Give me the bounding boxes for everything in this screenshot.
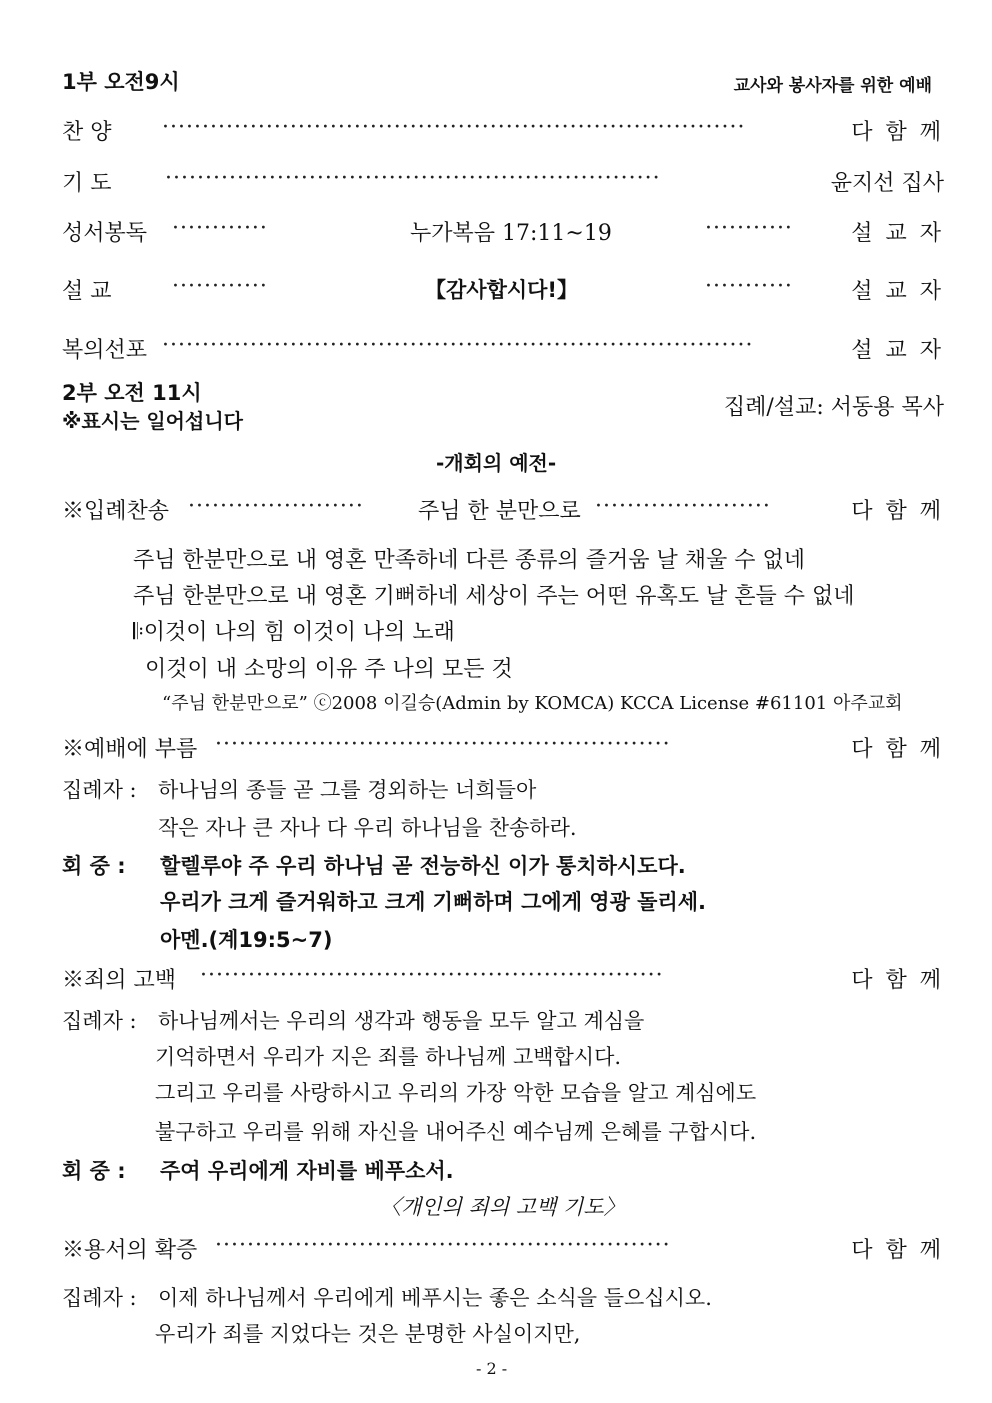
row-prayer-right: 윤지선 집사	[830, 171, 944, 196]
assur-leader-line-2: 우리가 죄를 지었다는 것은 분명한 사실이지만,	[155, 1322, 581, 1346]
assurance-dots: ·························································	[215, 1233, 671, 1258]
row-benediction-label: 복의선포	[62, 338, 148, 363]
row-benediction-right: 설 교 자	[851, 338, 944, 363]
row-sermon-label: 설 교	[62, 279, 112, 304]
call-people-line-1: 할렐루야 주 우리 하나님 곧 전능하신 이가 통치하시도다.	[160, 854, 686, 878]
entrance-hymn-title: 주님 한 분만으로	[418, 499, 581, 524]
section-heading: -개회의 예전-	[436, 451, 557, 475]
row-hymn-right: 다 함 께	[851, 120, 944, 145]
conf-leader-line-2: 기억하면서 우리가 지은 죄를 하나님께 고백합시다.	[155, 1045, 622, 1069]
row-reading-dots2: ···········	[705, 216, 793, 241]
entrance-hymn-dots2: ······················	[595, 494, 771, 519]
row-sermon-dots2: ···········	[705, 274, 793, 299]
call-dots: ·························································	[215, 732, 671, 757]
row-hymn-label: 찬 양	[62, 120, 112, 145]
part1-subtitle: 교사와 봉사자를 위한 예배	[733, 76, 932, 96]
lyric-line-2: 주님 한분만으로 내 영혼 기뻐하네 세상이 주는 어떤 유혹도 날 흔들 수 없네	[133, 584, 855, 609]
row-benediction-dots: ··········································································	[162, 333, 754, 358]
entrance-hymn-dots: ······················	[188, 494, 364, 519]
conf-people-line: 주여 우리에게 자비를 베푸소서.	[160, 1159, 454, 1183]
assur-leader-label: 집례자 :	[62, 1286, 137, 1310]
conf-leader-line-3: 그리고 우리를 사랑하시고 우리의 가장 악한 모습을 알고 계심에도	[155, 1081, 757, 1105]
row-prayer-dots: ······························································	[165, 166, 661, 191]
part2-note: ※표시는 일어섭니다	[62, 409, 243, 433]
conf-leader-label: 집례자 :	[62, 1009, 137, 1033]
part2-title: 2부 오전 11시	[62, 381, 202, 405]
lyric-credit: “주님 한분만으로” ⓒ2008 이길승(Admin by KOMCA) KCCA License #61101 아주교회	[162, 693, 903, 714]
row-sermon-dots: ············	[172, 274, 268, 299]
call-people-label: 회 중 :	[62, 854, 126, 878]
conf-leader-line-4: 불구하고 우리를 위해 자신을 내어주신 예수님께 은혜를 구합시다.	[155, 1120, 757, 1144]
row-reading-label: 성서봉독	[62, 221, 148, 246]
part2-leader: 집례/설교: 서동용 목사	[723, 395, 944, 420]
row-reading-scripture: 누가복음 17:11~19	[410, 221, 612, 246]
call-people-line-3: 아멘.(계19:5~7)	[160, 928, 333, 952]
entrance-hymn-right: 다 함 께	[851, 499, 944, 524]
call-leader-label: 집례자 :	[62, 778, 137, 802]
call-label: ※예배에 부름	[62, 737, 198, 762]
lyric-line-3: 𝄆이것이 나의 힘 이것이 나의 노래	[133, 620, 455, 645]
confession-right: 다 함 께	[851, 968, 944, 993]
row-reading-right: 설 교 자	[851, 221, 944, 246]
assurance-label: ※용서의 확증	[62, 1238, 198, 1263]
part1-title: 1부 오전9시	[62, 70, 180, 94]
call-people-line-2: 우리가 크게 즐거워하고 크게 기뻐하며 그에게 영광 돌리세.	[160, 890, 707, 914]
assurance-right: 다 함 께	[851, 1238, 944, 1263]
conf-leader-line-1: 하나님께서는 우리의 생각과 행동을 모두 알고 계심을	[158, 1009, 645, 1033]
lyric-line-4: 이것이 내 소망의 이유 주 나의 모든 것	[145, 657, 513, 682]
confession-label: ※죄의 고백	[62, 968, 177, 993]
row-sermon-title: 【감사합시다!】	[425, 278, 579, 302]
lyric-line-1: 주님 한분만으로 내 영혼 만족하네 다른 종류의 즐거움 날 채울 수 없네	[133, 548, 805, 573]
entrance-hymn-label: ※입례찬송	[62, 499, 170, 524]
row-prayer-label: 기 도	[62, 171, 112, 196]
row-hymn-dots: ·········································································	[162, 115, 746, 140]
row-sermon-right: 설 교 자	[851, 279, 944, 304]
page-number: - 2 -	[476, 1359, 508, 1378]
confession-dots: ··························································	[200, 963, 664, 988]
row-reading-dots: ············	[172, 216, 268, 241]
assur-leader-line-1: 이제 하나님께서 우리에게 베푸시는 좋은 소식을 들으십시오.	[158, 1286, 712, 1310]
conf-people-label: 회 중 :	[62, 1159, 126, 1183]
call-leader-line-1: 하나님의 종들 곧 그를 경외하는 너희들아	[158, 778, 537, 802]
call-right: 다 함 께	[851, 737, 944, 762]
call-leader-line-2: 작은 자나 큰 자나 다 우리 하나님을 찬송하라.	[158, 816, 577, 840]
conf-silent-prayer: 〈개인의 죄의 고백 기도〉	[380, 1195, 625, 1219]
